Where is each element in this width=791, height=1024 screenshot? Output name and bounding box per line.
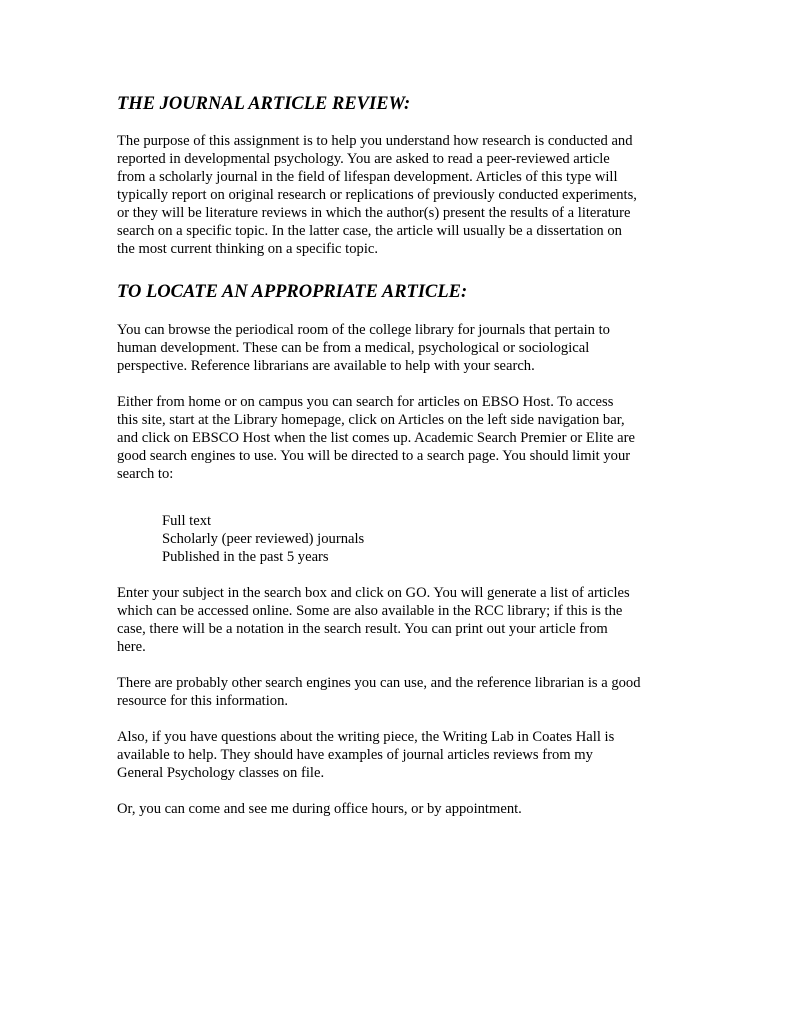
text-line: General Psychology classes on file. [117, 765, 325, 781]
paragraph-writing-lab [117, 728, 687, 782]
document-page [117, 92, 687, 818]
text-line: the most current thinking on a specific topic. [117, 241, 378, 257]
text-line: from a scholarly journal in the field of lifespan development. Articles of this type will [117, 169, 618, 185]
text-line: this site, start at the Library homepage, click on Articles on the left side navigation bar, [117, 412, 625, 428]
text-line: perspective. Reference librarians are available to help with your search. [117, 358, 535, 374]
heading-journal-article-review: THE JOURNAL ARTICLE REVIEW: [117, 94, 411, 114]
paragraph-other-engines [117, 674, 687, 710]
paragraph-ebsco-search [117, 393, 687, 483]
text-line: reported in developmental psychology. You are asked to read a peer-reviewed article [117, 151, 610, 167]
text-line: good search engines to use. You will be directed to a search page. You should limit your [117, 448, 631, 464]
text-line: resource for this information. [117, 693, 289, 709]
text-line: here. [117, 639, 146, 655]
list-item: Published in the past 5 years [162, 549, 329, 565]
text-line: typically report on original research or replications of previously conducted experiments, [117, 187, 637, 203]
text-line: Or, you can come and see me during office hours, or by appointment. [117, 801, 522, 817]
text-line: Either from home or on campus you can search for articles on EBSO Host. To access [117, 394, 614, 410]
paragraph-browse-periodicals [117, 321, 687, 375]
text-line: Also, if you have questions about the writing piece, the Writing Lab in Coates Hall is [117, 729, 615, 745]
list-item: Scholarly (peer reviewed) journals [162, 531, 365, 547]
list-item: Full text [162, 513, 212, 529]
paragraph-enter-subject [117, 584, 687, 656]
search-limits-list [117, 512, 687, 566]
text-line: search on a specific topic. In the latter case, the article will usually be a dissertation on [117, 223, 622, 239]
text-line: and click on EBSCO Host when the list comes up. Academic Search Premier or Elite are [117, 430, 635, 446]
paragraph-office-hours [117, 800, 687, 818]
text-line: There are probably other search engines you can use, and the reference librarian is a good [117, 675, 641, 691]
text-line: or they will be literature reviews in which the author(s) present the results of a literature [117, 205, 631, 221]
paragraph-purpose [117, 132, 687, 258]
text-line: which can be accessed online. Some are also available in the RCC library; if this is the [117, 603, 623, 619]
text-line: The purpose of this assignment is to help you understand how research is conducted and [117, 133, 633, 149]
text-line: human development. These can be from a medical, psychological or sociological [117, 340, 590, 356]
text-line: available to help. They should have examples of journal articles reviews from my [117, 747, 593, 763]
text-line: Enter your subject in the search box and click on GO. You will generate a list of articles [117, 585, 630, 601]
text-line: search to: [117, 466, 174, 482]
text-line: You can browse the periodical room of the college library for journals that pertain to [117, 322, 610, 338]
heading-locate-article: TO LOCATE AN APPROPRIATE ARTICLE: [117, 282, 468, 302]
text-line: case, there will be a notation in the search result. You can print out your article from [117, 621, 608, 637]
